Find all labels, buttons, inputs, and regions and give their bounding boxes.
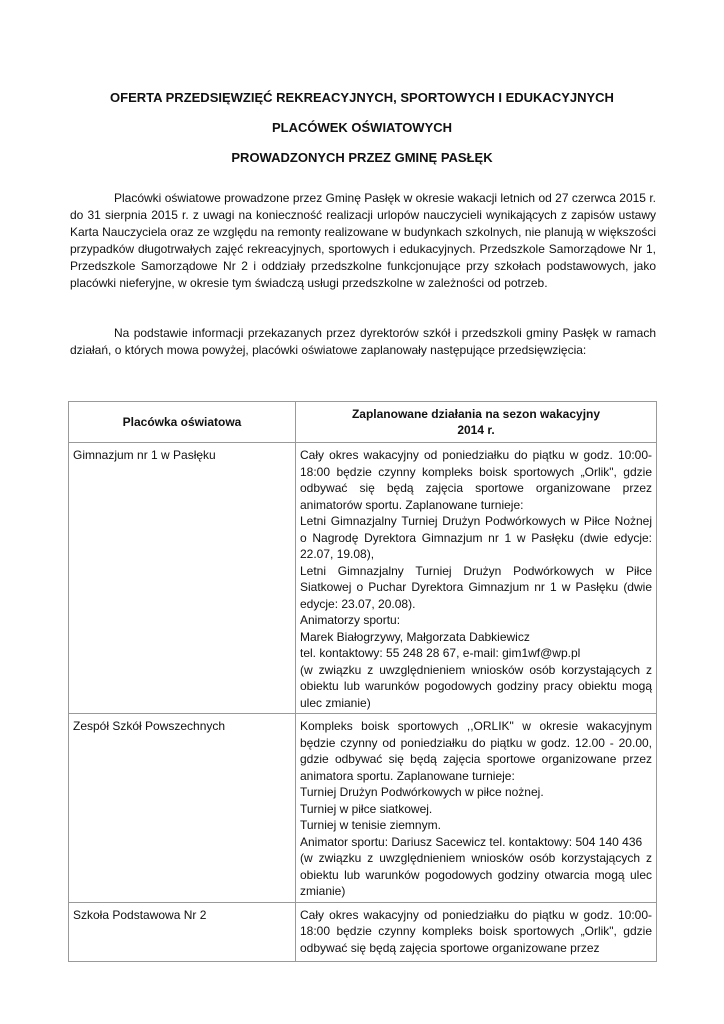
activity-text-clipped <box>300 907 652 959</box>
activity-text: (w związku z uwzględnieniem wniosków osób korzystających z obiektu lub warunków pogodowych godziny otwarcia mogą ulec zmianie) <box>300 851 652 898</box>
document-title-line-2: PLACÓWEK OŚWIATOWYCH <box>271 120 453 135</box>
institution-name: Gimnazjum nr 1 w Pasłęku <box>73 448 216 462</box>
activity-text: (w związku z uwzględnieniem wniosków osób korzystających z obiektu lub warunków pogodowych godziny pracy obiektu mogą ulec zmianie) <box>300 662 652 710</box>
intro-paragraph-2: Na podstawie informacji przekazanych przez dyrektorów szkół i przedszkoli gminy Pasłęk w ramach działań, o których mowa powyżej, placówki oświatowe zaplanowały następujące przedsięwzięcia: <box>70 326 656 357</box>
activity-text: Turniej w piłce siatkowej. <box>300 801 433 816</box>
activities-cell <box>296 714 657 903</box>
activity-text: Animator sportu: Dariusz Sacewicz tel. kontaktowy: 504 140 436 <box>300 834 643 849</box>
activity-text: Turniej w tenisie ziemnym. <box>300 818 441 832</box>
table-row <box>69 714 657 903</box>
header-institution <box>69 402 296 443</box>
header-planned-activities <box>296 402 657 443</box>
activities-table <box>68 401 657 962</box>
header-institution-label: Placówka oświatowa <box>122 414 242 429</box>
activities-cell <box>296 902 657 961</box>
activity-text: tel. kontaktowy: 55 248 28 67, e-mail: gim1wf@wp.pl <box>300 646 581 660</box>
institution-name: Zespół Szkół Powszechnych <box>73 719 226 733</box>
activity-text: Letni Gimnazjalny Turniej Drużyn Podwórkowych w Piłce Nożnej o Nagrodę Dyrektora Gimnazjum nr 1 w Pasłęku (dwie edycje: 22.07, 19.08), <box>300 514 652 561</box>
activity-text: Cały okres wakacyjny od poniedziałku do piątku w godz. 10:00-18:00 będzie czynny kompleks boisk sportowych „Orlik", gdzie odbywać się będą zajęcia sportowe organizowane przez animatorów sportu. Zaplanowane turnieje: <box>300 448 652 512</box>
header-activities-year: 2014 r. <box>457 423 495 437</box>
activity-text: Turniej Drużyn Podwórkowych w piłce nożnej. <box>300 785 544 799</box>
activity-text: Kompleks boisk sportowych ,,ORLIK" w okresie wakacyjnym będzie czynny od poniedziałku do piątku w godz. 12.00 - 20.00, gdzie odbywać się będą zajęcia sportowe organizowane przez animatora sportu. Zaplanowane turnieje: <box>300 719 652 783</box>
institution-cell <box>69 443 296 714</box>
header-activities-label: Zaplanowane działania na sezon wakacyjny <box>351 406 601 421</box>
institution-cell <box>69 714 296 903</box>
table-row <box>69 443 657 714</box>
institution-cell <box>69 902 296 961</box>
activity-text: Letni Gimnazjalny Turniej Drużyn Podwórkowych w Piłce Siatkowej o Puchar Dyrektora Gimnazjum nr 1 w Pasłęku (dwie edycje: 23.07, 20.08). <box>300 563 652 611</box>
intro-paragraph-1: Placówki oświatowe prowadzone przez Gminę Pasłęk w okresie wakacji letnich od 27 czerwca 2015 r. do 31 sierpnia 2015 r. z uwagi na konieczność realizacji urlopów nauczycieli wynikających z zapisów ustawy Karta Nauczyciela oraz ze względu na remonty realizowane w budynkach szkolnych, nie planują w większości przypadków długotrwałych zajęć rekreacyjnych, sportowych i edukacyjnych. Przedszkole Samorządowe Nr 1, Przedszkole Samorządowe Nr 2 i oddziały przedszkolne funkcjonujące przy szkołach podstawowych, jako placówki nieferyjne, w okresie tym świadczą usługi przedszkolne w zależności od potrzeb. <box>70 191 656 290</box>
activity-text: Animatorzy sportu: <box>300 613 401 627</box>
activity-text: Marek Białogrzywy, Małgorzata Dabkiewicz <box>300 629 530 644</box>
document-title-line-1: OFERTA PRZEDSIĘWZIĘĆ REKREACYJNYCH, SPORTOWYCH I EDUKACYJNYCH <box>110 90 614 105</box>
activity-text: Cały okres wakacyjny od poniedziałku do piątku w godz. 10:00-18:00 będzie czynny kompleks boisk sportowych „Orlik", gdzie odbywać się będą zajęcia sportowe organizowane przez <box>300 907 652 955</box>
table-row <box>69 902 657 961</box>
document-title-line-3: PROWADZONYCH PRZEZ GMINĘ PASŁĘK <box>231 150 493 165</box>
activities-cell <box>296 443 657 714</box>
table-header-row <box>69 402 657 443</box>
institution-name: Szkoła Podstawowa Nr 2 <box>73 907 207 922</box>
